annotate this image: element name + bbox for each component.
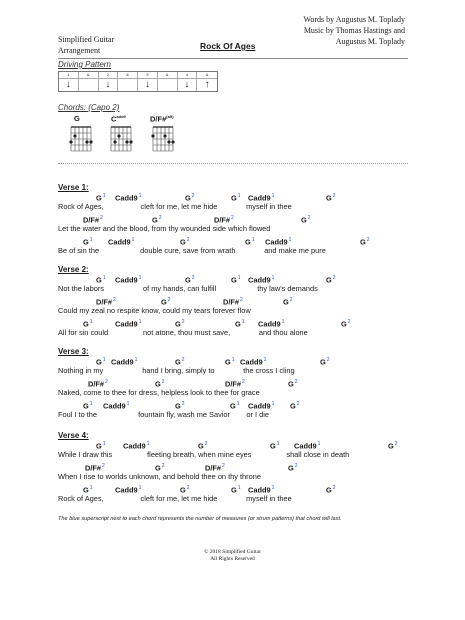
chord-symbol-name: Cadd9 bbox=[103, 401, 126, 411]
measure-count: 2 bbox=[191, 193, 195, 199]
credits bbox=[283, 14, 405, 47]
chord-symbol-name: G bbox=[96, 275, 102, 285]
lyric-line: Let the water and the blood, from thy wounded side which flowed bbox=[58, 224, 271, 233]
chord-symbol-name: D/F# bbox=[223, 297, 240, 307]
strum-pattern-table bbox=[58, 71, 218, 92]
chord-symbol-name: Cadd9 bbox=[111, 357, 134, 367]
measure-count: 1 bbox=[231, 357, 235, 363]
measure-count: 2 bbox=[294, 463, 298, 469]
measure-count: 2 bbox=[191, 275, 195, 281]
copyright-line-1: © 2018 Simplified Guitar bbox=[204, 549, 261, 555]
chord-symbol-name: D/F# bbox=[83, 215, 100, 225]
lyric-line: Nothing in my hand I bring, simply to the cross I cling bbox=[58, 366, 295, 375]
chord-symbol-name: G bbox=[96, 193, 102, 203]
measure-count: 2 bbox=[186, 237, 190, 243]
measure-count: 1 bbox=[251, 237, 255, 243]
measure-count: 1 bbox=[241, 319, 245, 325]
strum-down-arrow-icon: ↓ bbox=[144, 79, 150, 90]
chord-symbol-name: G bbox=[326, 193, 332, 203]
measure-count: 1 bbox=[102, 193, 106, 199]
measure-count: 1 bbox=[89, 485, 93, 491]
chords-section-label: Chords: (Capo 2) bbox=[58, 103, 120, 112]
arrangement-line-1: Simplified Guitar bbox=[58, 35, 115, 44]
measure-count: 1 bbox=[134, 357, 138, 363]
chord-symbol bbox=[283, 297, 293, 306]
lyric-line: When I rise to worlds unknown, and behold thee on thy throne bbox=[58, 472, 261, 481]
chord-symbol-name: G bbox=[180, 237, 186, 247]
credits-line-1: Words by Augustus M. Toplady bbox=[303, 15, 405, 24]
measure-count: 1 bbox=[271, 485, 275, 491]
chord-symbol-name: G bbox=[185, 193, 191, 203]
measure-count: 1 bbox=[138, 275, 142, 281]
measure-count: 2 bbox=[181, 319, 185, 325]
chord-name-dfsharp: D/F#$^{(alt)}$ bbox=[150, 114, 174, 124]
chord-symbol-name: G bbox=[152, 215, 158, 225]
strum-down-arrow-icon: ↓ bbox=[184, 79, 190, 90]
chord-symbol bbox=[320, 357, 330, 366]
verse-2-heading: Verse 2: bbox=[58, 265, 89, 274]
chord-symbol-name: Cadd9 bbox=[240, 357, 263, 367]
chord-symbol-name: G bbox=[175, 319, 181, 329]
measure-count: 2 bbox=[307, 215, 311, 221]
measure-count: 1 bbox=[89, 237, 93, 243]
measure-count: 1 bbox=[138, 319, 142, 325]
chord-symbol-name: Cadd9 bbox=[248, 193, 271, 203]
measure-count: 2 bbox=[204, 441, 208, 447]
chord-symbol bbox=[288, 463, 298, 472]
measure-count: 2 bbox=[332, 485, 336, 491]
chord-symbol-name: G bbox=[161, 297, 167, 307]
strum-empty bbox=[158, 78, 177, 91]
measure-count: 1 bbox=[237, 275, 241, 281]
arrangement-label bbox=[58, 34, 114, 56]
chord-symbol-name: G bbox=[96, 357, 102, 367]
chord-symbol-name: G bbox=[301, 215, 307, 225]
measure-count: 2 bbox=[332, 193, 336, 199]
strum-beat-6 bbox=[158, 72, 178, 91]
measure-count: 2 bbox=[158, 215, 162, 221]
chord-symbol-name: G bbox=[270, 441, 276, 451]
chord-symbol-name: D/F# bbox=[214, 215, 231, 225]
lyric-line: Be of sin the double cure, save from wrath and make me pure bbox=[58, 246, 326, 255]
measure-count: 1 bbox=[131, 237, 135, 243]
measure-count: 2 bbox=[161, 379, 165, 385]
chord-symbol-name: G bbox=[326, 485, 332, 495]
chord-symbol bbox=[288, 379, 298, 388]
chord-symbol-name: G bbox=[288, 379, 294, 389]
chord-name-g: G bbox=[74, 114, 80, 123]
strum-up-arrow-icon: ↑ bbox=[204, 79, 210, 90]
measure-count: 2 bbox=[394, 441, 398, 447]
strum-down-arrow-icon: ↓ bbox=[65, 79, 71, 90]
measure-count: 2 bbox=[231, 215, 234, 221]
chord-symbol-name: Cadd9 bbox=[258, 319, 281, 329]
strum-beat-5 bbox=[138, 72, 158, 91]
credits-line-2: Music by Thomas Hastings and bbox=[303, 26, 405, 35]
measure-count: 1 bbox=[271, 275, 275, 281]
chord-symbol-name: D/F# bbox=[205, 463, 222, 473]
strum-count-label: 2 bbox=[99, 72, 118, 79]
measure-count: 1 bbox=[288, 237, 292, 243]
measure-count: 2 bbox=[222, 463, 225, 469]
chord-symbol-name: G bbox=[326, 275, 332, 285]
chord-symbol-name: Cadd9 bbox=[123, 441, 146, 451]
measure-count: 2 bbox=[181, 357, 185, 363]
chord-symbol-name: D/F# bbox=[225, 379, 242, 389]
chord-symbol-name: G bbox=[185, 275, 191, 285]
measure-count: 2 bbox=[186, 485, 190, 491]
chord-symbol-name: G bbox=[230, 401, 236, 411]
chord-symbol-name: D/F# bbox=[96, 297, 113, 307]
measure-count: 1 bbox=[276, 441, 280, 447]
measure-count: 2 bbox=[366, 237, 370, 243]
chord-symbol-name: G bbox=[175, 401, 181, 411]
measure-count: 2 bbox=[102, 463, 105, 469]
chord-symbol-name: G bbox=[83, 401, 89, 411]
measure-count: 1 bbox=[138, 193, 142, 199]
copyright bbox=[0, 549, 465, 563]
measure-count: 1 bbox=[138, 485, 142, 491]
measure-count: 1 bbox=[102, 357, 106, 363]
measure-footnote: The blue superscript next to each chord represents the number of measures (or strum patterns) that chord will last. bbox=[58, 516, 342, 522]
strum-empty bbox=[118, 78, 137, 91]
measure-count: 1 bbox=[102, 275, 106, 281]
chord-symbol-name: G bbox=[180, 485, 186, 495]
strum-count-label: & bbox=[118, 72, 137, 79]
measure-count: 2 bbox=[294, 379, 298, 385]
section-divider bbox=[58, 163, 408, 164]
chord-symbol-name: G bbox=[245, 237, 251, 247]
strum-beat-1 bbox=[59, 72, 79, 91]
chord-symbol-name: G bbox=[283, 297, 289, 307]
measure-count: 2 bbox=[296, 401, 300, 407]
strum-count-label: 3 bbox=[138, 72, 157, 79]
lyric-line: Could my zeal no respite know, could my tears forever flow bbox=[58, 306, 251, 315]
chord-symbol bbox=[301, 215, 311, 224]
chord-symbol-name: G bbox=[231, 193, 237, 203]
chord-symbol-name: Cadd9 bbox=[248, 275, 271, 285]
chord-symbol-name: G bbox=[83, 237, 89, 247]
chord-symbol-name: G bbox=[155, 463, 161, 473]
measure-count: 2 bbox=[100, 215, 103, 221]
strum-count-label: 4 bbox=[178, 72, 197, 79]
chord-symbol bbox=[290, 401, 300, 410]
chord-diagram-dfsharp bbox=[150, 124, 176, 152]
chord-symbol-name: G bbox=[83, 319, 89, 329]
chord-symbol-name: G bbox=[83, 485, 89, 495]
measure-count: 2 bbox=[332, 275, 336, 281]
chord-symbol bbox=[388, 441, 398, 450]
chord-symbol bbox=[341, 319, 351, 328]
header-divider bbox=[58, 58, 408, 59]
verse-1-heading: Verse 1: bbox=[58, 183, 89, 192]
chord-symbol-name: G bbox=[235, 319, 241, 329]
chord-symbol-name: G bbox=[320, 357, 326, 367]
lyric-line: While I draw this fleeting breath, when mine eyes shall close in death bbox=[58, 450, 350, 459]
lyric-line: All for sin could not atone, thou must save, and thou alone bbox=[58, 328, 308, 337]
strum-count-label: & bbox=[197, 72, 217, 79]
chord-symbol-name: Cadd9 bbox=[265, 237, 288, 247]
chord-symbol bbox=[326, 275, 336, 284]
chord-symbol-name: Cadd9 bbox=[115, 485, 138, 495]
chord-symbol-name: Cadd9 bbox=[115, 193, 138, 203]
chord-symbol bbox=[326, 485, 336, 494]
measure-count: 1 bbox=[281, 319, 285, 325]
measure-count: 1 bbox=[237, 193, 241, 199]
lyric-line: Rock of Ages, cleft for me, let me hide myself in thee bbox=[58, 494, 292, 503]
strum-count-label: 1 bbox=[59, 72, 78, 79]
chord-symbol bbox=[326, 193, 336, 202]
measure-count: 2 bbox=[167, 297, 171, 303]
chord-symbol-name: Cadd9 bbox=[115, 275, 138, 285]
chord-diagram-cadd9 bbox=[108, 124, 134, 152]
chord-diagram-g bbox=[68, 124, 94, 152]
chord-symbol-name: D/F# bbox=[88, 379, 105, 389]
strum-empty bbox=[79, 78, 98, 91]
measure-count: 1 bbox=[271, 401, 275, 407]
chord-symbol-name: G bbox=[155, 379, 161, 389]
measure-count: 2 bbox=[161, 463, 165, 469]
measure-count: 2 bbox=[113, 297, 116, 303]
measure-count: 1 bbox=[146, 441, 150, 447]
measure-count: 2 bbox=[181, 401, 185, 407]
measure-count: 1 bbox=[236, 401, 240, 407]
chord-symbol-name: G bbox=[225, 357, 231, 367]
chord-symbol-name: G bbox=[231, 275, 237, 285]
strum-beat-7 bbox=[178, 72, 198, 91]
lyric-line: Foul I to the fountain fly, wash me Savior or I die bbox=[58, 410, 269, 419]
chord-name-cadd9: $C^{add9}$ bbox=[111, 114, 126, 124]
strum-pattern-label: Driving Pattern bbox=[58, 60, 111, 69]
arrangement-line-2: Arrangement bbox=[58, 46, 101, 55]
measure-count: 1 bbox=[102, 441, 106, 447]
measure-count: 1 bbox=[263, 357, 267, 363]
chord-symbol-name: G bbox=[175, 357, 181, 367]
measure-count: 2 bbox=[326, 357, 330, 363]
lyric-line: Rock of Ages, cleft for me, let me hide myself in thee bbox=[58, 202, 292, 211]
measure-count: 1 bbox=[89, 401, 93, 407]
strum-beat-3 bbox=[99, 72, 119, 91]
measure-count: 1 bbox=[89, 319, 93, 325]
measure-count: 2 bbox=[289, 297, 293, 303]
chord-symbol-name: D/F# bbox=[85, 463, 102, 473]
credits-line-3: Augustus M. Toplady bbox=[335, 37, 405, 46]
verse-4-heading: Verse 4: bbox=[58, 431, 89, 440]
measure-count: 1 bbox=[237, 485, 241, 491]
strum-beat-4 bbox=[118, 72, 138, 91]
strum-down-arrow-icon: ↓ bbox=[105, 79, 111, 90]
chord-symbol-name: G bbox=[290, 401, 296, 411]
chord-symbol-name: G bbox=[231, 485, 237, 495]
chord-symbol bbox=[360, 237, 370, 246]
lyric-line: Not the labors of my hands, can fulfill thy law's demands bbox=[58, 284, 318, 293]
lyric-line: Naked, come to thee for dress, helpless look to thee for grace bbox=[58, 388, 260, 397]
chord-symbol-name: Cadd9 bbox=[248, 485, 271, 495]
chord-symbol-name: Cadd9 bbox=[108, 237, 131, 247]
measure-count: 2 bbox=[240, 297, 243, 303]
measure-count: 1 bbox=[271, 193, 275, 199]
measure-count: 2 bbox=[242, 379, 245, 385]
chord-symbol-name: G bbox=[388, 441, 394, 451]
copyright-line-2: All Rights Reserved bbox=[210, 556, 255, 562]
strum-beat-2 bbox=[79, 72, 99, 91]
strum-beat-8 bbox=[197, 72, 217, 91]
strum-count-label: & bbox=[158, 72, 177, 79]
strum-count-label: & bbox=[79, 72, 98, 79]
chord-symbol-name: Cadd9 bbox=[294, 441, 317, 451]
chord-symbol-name: G bbox=[341, 319, 347, 329]
song-title: Rock Of Ages bbox=[200, 41, 256, 51]
verse-3-heading: Verse 3: bbox=[58, 347, 89, 356]
measure-count: 2 bbox=[347, 319, 351, 325]
chord-symbol-name: G bbox=[96, 441, 102, 451]
chord-symbol-name: G bbox=[288, 463, 294, 473]
chord-symbol-name: Cadd9 bbox=[248, 401, 271, 411]
measure-count: 1 bbox=[126, 401, 130, 407]
measure-count: 1 bbox=[317, 441, 321, 447]
chord-symbol-name: G bbox=[360, 237, 366, 247]
measure-count: 2 bbox=[105, 379, 108, 385]
chord-symbol-name: G bbox=[198, 441, 204, 451]
chord-symbol-name: Cadd9 bbox=[115, 319, 138, 329]
